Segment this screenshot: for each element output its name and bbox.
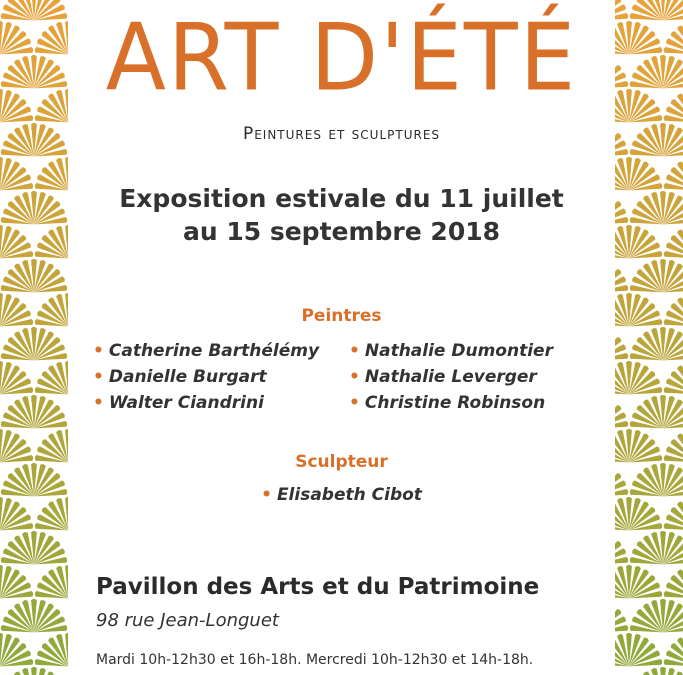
- fan-motif: [1, 531, 67, 565]
- fan-motif: [35, 429, 68, 463]
- fan-motif: [0, 565, 33, 599]
- fan-leaf: [626, 497, 632, 531]
- fan-motif: [35, 361, 68, 395]
- fan-leaf: [31, 599, 37, 633]
- fan-leaf: [626, 633, 632, 667]
- fan-motif: [630, 531, 683, 565]
- fan-leaf: [660, 327, 666, 361]
- fan-motif: [615, 633, 662, 667]
- fan-leaf: [615, 625, 628, 632]
- fan-motif: [35, 633, 68, 667]
- fan-leaf: [31, 667, 37, 675]
- fan-motif: [0, 157, 33, 191]
- painters-heading: Peintres: [301, 306, 382, 326]
- sculptor-name-item: [68, 482, 615, 508]
- bullet-icon: •: [349, 341, 360, 361]
- bullet-icon: •: [349, 367, 360, 387]
- fan-motif: [615, 157, 662, 191]
- fan-motif: [1, 463, 67, 497]
- left-fan-pattern-border: [0, 0, 68, 675]
- fan-motif: [0, 497, 33, 531]
- painter-name: Christine Robinson: [364, 393, 546, 413]
- fan-motif: [1, 55, 67, 89]
- fan-leaf: [626, 157, 632, 191]
- fan-motif: [0, 633, 33, 667]
- venue-address: 98 rue Jean-Longuet: [96, 610, 279, 631]
- fan-motif: [630, 191, 683, 225]
- fan-leaf: [31, 463, 37, 497]
- fan-leaf: [626, 89, 632, 123]
- fan-leaf: [31, 531, 37, 565]
- fan-motif: [664, 157, 683, 191]
- fan-motif: [615, 463, 628, 497]
- fan-motif: [630, 667, 683, 675]
- painter-name: Catherine Barthélémy: [108, 341, 320, 361]
- fan-motif: [0, 89, 33, 123]
- painter-name-item: [93, 338, 319, 364]
- bullet-icon: •: [93, 367, 104, 387]
- fan-leaf: [615, 81, 628, 88]
- dates-line-2: au 15 septembre 2018: [182, 217, 501, 246]
- fan-motif: [35, 21, 68, 55]
- painter-name-item: [349, 338, 553, 364]
- fan-motif: [630, 599, 683, 633]
- fan-leaf: [31, 123, 37, 157]
- fan-motif: [1, 123, 67, 157]
- fan-motif: [615, 0, 628, 20]
- fan-motif: [0, 293, 33, 327]
- fan-leaf: [660, 463, 666, 497]
- painter-name: Nathalie Leverger: [364, 367, 537, 387]
- bullet-icon: •: [349, 393, 360, 413]
- painters-column-1: [93, 338, 319, 416]
- sculptor-list: [68, 482, 615, 508]
- fan-motif: [615, 89, 662, 123]
- fan-motif: [35, 293, 68, 327]
- fan-motif: [0, 429, 33, 463]
- exhibition-subtitle: Peintures et sculptures: [242, 124, 441, 144]
- fan-motif: [664, 225, 683, 259]
- sculptor-heading: Sculpteur: [295, 452, 388, 472]
- fan-motif: [664, 293, 683, 327]
- venue-name: Pavillon des Arts et du Patrimoine: [96, 574, 540, 600]
- fan-leaf: [660, 599, 666, 633]
- painter-name: Walter Ciandrini: [108, 393, 264, 413]
- fan-pattern-right: [615, 0, 683, 675]
- fan-leaf: [615, 149, 628, 156]
- painter-name-item: [349, 390, 553, 416]
- fan-leaf: [660, 191, 666, 225]
- fan-motif: [615, 667, 628, 675]
- fan-motif: [615, 599, 628, 633]
- bullet-icon: •: [93, 393, 104, 413]
- painter-name-item: [93, 364, 319, 390]
- fan-motif: [1, 395, 67, 429]
- fan-motif: [35, 225, 68, 259]
- painter-name: Danielle Burgart: [108, 367, 267, 387]
- fan-leaf: [626, 225, 632, 259]
- painter-name-item: [93, 390, 319, 416]
- fan-motif: [615, 21, 662, 55]
- fan-leaf: [615, 489, 628, 496]
- fan-leaf: [615, 421, 628, 428]
- fan-leaf: [615, 13, 628, 20]
- fan-motif: [1, 0, 67, 20]
- fan-motif: [1, 191, 67, 225]
- fan-motif: [630, 395, 683, 429]
- fan-motif: [664, 565, 683, 599]
- fan-leaf: [660, 667, 666, 675]
- fan-leaf: [626, 429, 632, 463]
- fan-leaf: [660, 55, 666, 89]
- fan-motif: [615, 259, 628, 293]
- fan-leaf: [615, 353, 628, 360]
- exhibition-dates: [68, 182, 615, 248]
- right-fan-pattern-border: [615, 0, 683, 675]
- fan-motif: [630, 55, 683, 89]
- fan-leaf: [31, 191, 37, 225]
- painters-column-2: [349, 338, 553, 416]
- fan-motif: [1, 667, 67, 675]
- fan-motif: [35, 497, 68, 531]
- fan-motif: [630, 259, 683, 293]
- fan-pattern-left: [0, 0, 68, 675]
- fan-leaf: [626, 293, 632, 327]
- fan-leaf: [626, 21, 632, 55]
- fan-motif: [615, 225, 662, 259]
- painter-name: Nathalie Dumontier: [364, 341, 553, 361]
- fan-motif: [35, 89, 68, 123]
- fan-motif: [35, 157, 68, 191]
- opening-hours: Mardi 10h-12h30 et 16h-18h. Mercredi 10h-12h30 et 14h-18h.: [96, 652, 534, 668]
- fan-motif: [615, 55, 628, 89]
- fan-motif: [664, 89, 683, 123]
- fan-motif: [664, 429, 683, 463]
- fan-motif: [664, 21, 683, 55]
- fan-leaf: [615, 285, 628, 292]
- dates-line-1: Exposition estivale du 11 juillet: [119, 184, 564, 213]
- bullet-icon: •: [261, 485, 272, 505]
- fan-motif: [664, 361, 683, 395]
- fan-leaf: [660, 259, 666, 293]
- fan-leaf: [615, 217, 628, 224]
- fan-motif: [630, 0, 683, 20]
- fan-motif: [0, 361, 33, 395]
- fan-motif: [664, 633, 683, 667]
- fan-motif: [615, 293, 662, 327]
- fan-motif: [615, 395, 628, 429]
- fan-motif: [630, 123, 683, 157]
- fan-motif: [630, 327, 683, 361]
- fan-leaf: [615, 557, 628, 564]
- fan-leaf: [31, 259, 37, 293]
- fan-motif: [615, 531, 628, 565]
- fan-leaf: [31, 395, 37, 429]
- fan-motif: [1, 599, 67, 633]
- fan-motif: [0, 21, 33, 55]
- fan-leaf: [660, 395, 666, 429]
- fan-motif: [615, 361, 662, 395]
- fan-motif: [35, 565, 68, 599]
- fan-leaf: [31, 55, 37, 89]
- fan-motif: [664, 497, 683, 531]
- fan-motif: [615, 123, 628, 157]
- fan-motif: [630, 463, 683, 497]
- fan-leaf: [660, 531, 666, 565]
- fan-leaf: [626, 565, 632, 599]
- fan-leaf: [626, 361, 632, 395]
- exhibition-title: ART D'ÉTÉ: [105, 3, 578, 112]
- sculptor-name: Elisabeth Cibot: [276, 485, 422, 505]
- painter-name-item: [349, 364, 553, 390]
- fan-motif: [615, 565, 662, 599]
- fan-motif: [1, 327, 67, 361]
- fan-motif: [615, 429, 662, 463]
- fan-motif: [615, 327, 628, 361]
- fan-motif: [615, 191, 628, 225]
- fan-leaf: [31, 327, 37, 361]
- fan-leaf: [660, 123, 666, 157]
- fan-motif: [615, 497, 662, 531]
- fan-motif: [1, 259, 67, 293]
- bullet-icon: •: [93, 341, 104, 361]
- fan-motif: [0, 225, 33, 259]
- poster-content: [68, 0, 615, 675]
